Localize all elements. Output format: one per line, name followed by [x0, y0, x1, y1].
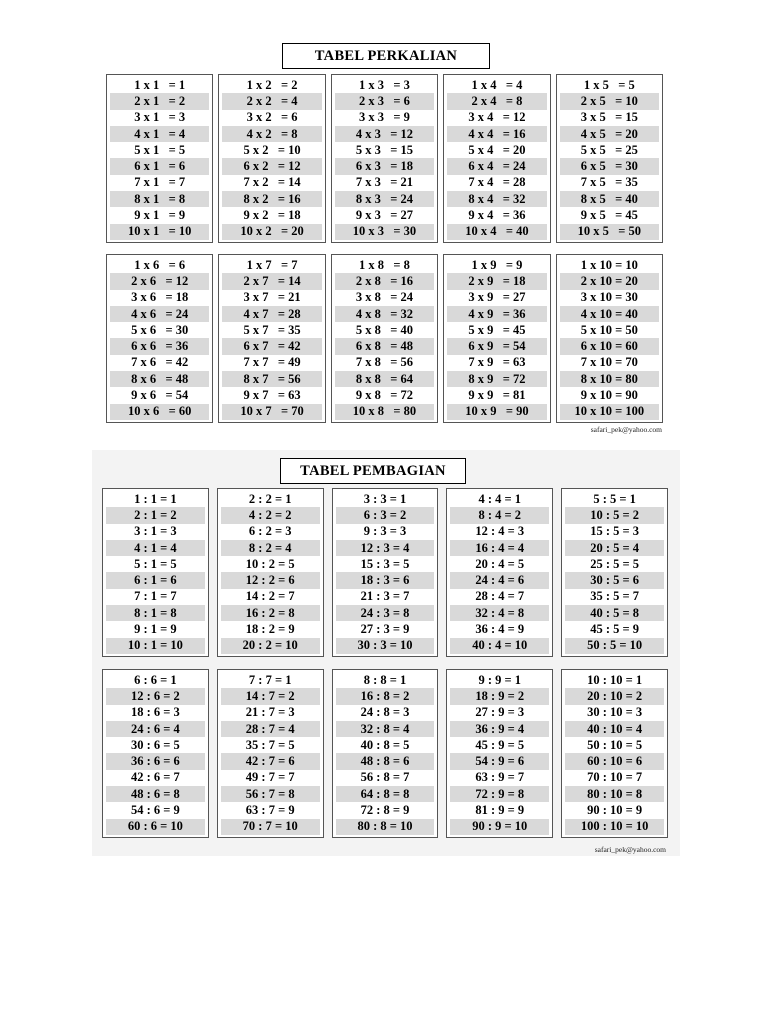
table-row: 36 : 6 = 6: [106, 753, 205, 769]
table-row: 81 : 9 = 9: [475, 802, 525, 817]
table-row: 6 x 1 = 6: [110, 158, 209, 174]
table-row: 14 : 2 = 7: [245, 589, 295, 604]
table-row: 6 x 10 = 60: [560, 338, 659, 354]
table-row: 50 : 5 = 10: [565, 638, 664, 654]
table-row: 9 x 4 = 36: [468, 208, 526, 223]
table-row: 28 : 7 = 4: [221, 721, 320, 737]
table-row: 28 : 4 = 7: [475, 589, 525, 604]
table-row: 8 : 1 = 8: [106, 605, 205, 621]
table-row: 25 : 5 = 5: [590, 556, 639, 571]
table-row: 30 : 5 = 6: [565, 572, 664, 588]
table-row: 72 : 8 = 9: [360, 802, 410, 817]
table-row: 5 x 6 = 30: [131, 322, 189, 337]
table-row: 35 : 5 = 7: [590, 589, 639, 604]
table-row: 3 x 1 = 3: [134, 110, 186, 125]
table-row: 32 : 4 = 8: [450, 605, 549, 621]
table-row: 42 : 6 = 7: [131, 770, 180, 785]
table-row: 7 x 8 = 56: [355, 355, 414, 370]
table-row: 3 x 2 = 6: [246, 110, 298, 125]
table-row: 24 : 8 = 3: [360, 705, 410, 720]
table-row: 4 x 5 = 20: [560, 126, 659, 142]
table-row: 1 x 1 = 1: [134, 77, 186, 92]
table-row: 5 x 4 = 20: [468, 142, 526, 157]
table-row: 5 x 9 = 45: [468, 322, 526, 337]
table-row: 10 x 5 = 50: [560, 224, 659, 240]
division-table-title: TABEL PEMBAGIAN: [280, 458, 466, 484]
table-row: 63 : 7 = 9: [245, 802, 295, 817]
table-block: [446, 669, 553, 838]
table-row: 18 : 9 = 2: [450, 688, 549, 704]
table-block: [561, 669, 668, 838]
author-email: safari_pek@yahoo.com: [590, 425, 662, 434]
table-block: [106, 254, 213, 423]
table-row: 14 : 7 = 2: [221, 688, 320, 704]
table-row: 7 : 7 = 1: [248, 672, 292, 687]
table-row: 63 : 9 = 7: [475, 770, 525, 785]
table-row: 8 x 9 = 72: [447, 371, 546, 387]
multiplication-table-section: [100, 40, 672, 436]
table-row: 64 : 8 = 8: [336, 786, 435, 802]
table-row: 4 x 9 = 36: [447, 306, 546, 322]
table-row: 9 x 7 = 63: [243, 387, 301, 402]
table-row: 80 : 8 = 10: [336, 819, 435, 835]
table-row: 70 : 10 = 7: [587, 770, 643, 785]
table-row: 30 : 3 = 10: [336, 638, 435, 654]
table-row: 5 : 5 = 1: [593, 491, 636, 506]
table-block: [561, 488, 668, 657]
table-block: [331, 254, 438, 423]
table-row: 1 x 9 = 9: [471, 257, 523, 272]
table-row: 49 : 7 = 7: [245, 770, 295, 785]
table-row: 4 x 6 = 24: [110, 306, 209, 322]
table-row: 40 : 8 = 5: [360, 737, 410, 752]
table-row: 4 : 2 = 2: [221, 507, 320, 523]
table-row: 6 : 1 = 6: [106, 572, 205, 588]
table-row: 9 x 8 = 72: [355, 387, 414, 402]
table-row: 3 : 3 = 1: [363, 491, 407, 506]
table-row: 9 : 9 = 1: [478, 672, 522, 687]
table-row: 8 x 5 = 40: [560, 191, 659, 207]
table-row: 54 : 6 = 9: [131, 802, 180, 817]
table-row: 16 : 4 = 4: [450, 540, 549, 556]
table-row: 9 x 2 = 18: [243, 208, 301, 223]
table-row: 6 x 8 = 48: [335, 338, 434, 354]
table-row: 8 : 8 = 1: [363, 672, 407, 687]
table-row: 10 x 8 = 80: [335, 404, 434, 420]
table-row: 10 : 5 = 2: [565, 507, 664, 523]
table-row: 2 x 4 = 8: [447, 93, 546, 109]
division-table-section: [92, 450, 680, 856]
table-row: 1 x 8 = 8: [359, 257, 410, 272]
table-row: 3 x 9 = 27: [468, 290, 526, 305]
table-row: 2 x 10 = 20: [560, 273, 659, 289]
table-row: 1 x 4 = 4: [471, 77, 523, 92]
table-block: [443, 74, 550, 243]
table-row: 4 x 2 = 8: [222, 126, 321, 142]
table-row: 8 : 4 = 2: [450, 507, 549, 523]
table-row: 60 : 10 = 6: [565, 753, 664, 769]
table-row: 45 : 9 = 5: [475, 737, 525, 752]
table-row: 1 x 7 = 7: [246, 257, 298, 272]
table-row: 70 : 7 = 10: [221, 819, 320, 835]
table-row: 7 x 6 = 42: [131, 355, 189, 370]
table-row: 18 : 6 = 3: [131, 705, 180, 720]
table-row: 8 x 2 = 16: [222, 191, 321, 207]
table-block: [218, 74, 325, 243]
table-row: 7 x 10 = 70: [580, 355, 638, 370]
table-row: 42 : 7 = 6: [221, 753, 320, 769]
table-block: [106, 74, 213, 243]
table-row: 18 : 2 = 9: [245, 622, 295, 637]
table-block: [556, 254, 663, 423]
table-block: [331, 74, 438, 243]
table-row: 6 x 9 = 54: [447, 338, 546, 354]
table-block: [446, 488, 553, 657]
table-row: 6 x 7 = 42: [222, 338, 321, 354]
table-row: 6 : 3 = 2: [336, 507, 435, 523]
table-row: 6 x 5 = 30: [560, 158, 659, 174]
table-row: 60 : 6 = 10: [106, 819, 205, 835]
table-row: 16 : 8 = 2: [336, 688, 435, 704]
table-row: 90 : 10 = 9: [587, 802, 643, 817]
table-row: 5 x 3 = 15: [355, 142, 414, 157]
table-row: 48 : 8 = 6: [336, 753, 435, 769]
table-row: 36 : 4 = 9: [475, 622, 525, 637]
table-row: 1 x 5 = 5: [583, 77, 635, 92]
table-row: 48 : 6 = 8: [106, 786, 205, 802]
table-row: 10 x 9 = 90: [447, 404, 546, 420]
table-row: 5 x 1 = 5: [134, 142, 186, 157]
table-row: 5 x 7 = 35: [243, 322, 301, 337]
table-row: 5 : 1 = 5: [134, 556, 177, 571]
table-row: 4 x 7 = 28: [222, 306, 321, 322]
table-row: 56 : 7 = 8: [221, 786, 320, 802]
table-row: 9 x 6 = 54: [131, 387, 189, 402]
table-row: 3 x 4 = 12: [468, 110, 526, 125]
table-row: 10 x 4 = 40: [447, 224, 546, 240]
table-row: 8 x 7 = 56: [222, 371, 321, 387]
table-block: [217, 669, 324, 838]
table-row: 8 x 3 = 24: [335, 191, 434, 207]
table-row: 4 x 10 = 40: [560, 306, 659, 322]
table-row: 2 x 8 = 16: [335, 273, 434, 289]
table-row: 12 : 6 = 2: [106, 688, 205, 704]
table-row: 9 : 1 = 9: [134, 622, 177, 637]
table-row: 21 : 7 = 3: [245, 705, 295, 720]
table-row: 3 x 5 = 15: [580, 110, 638, 125]
table-row: 40 : 4 = 10: [450, 638, 549, 654]
table-row: 27 : 9 = 3: [475, 705, 525, 720]
table-row: 12 : 3 = 4: [336, 540, 435, 556]
table-row: 90 : 9 = 10: [450, 819, 549, 835]
table-row: 21 : 3 = 7: [360, 589, 410, 604]
multiplication-table-title: TABEL PERKALIAN: [282, 43, 490, 69]
table-row: 9 : 3 = 3: [363, 524, 407, 539]
table-row: 36 : 9 = 4: [450, 721, 549, 737]
table-row: 32 : 8 = 4: [336, 721, 435, 737]
table-row: 2 x 3 = 6: [335, 93, 434, 109]
table-row: 8 x 6 = 48: [110, 371, 209, 387]
table-row: 2 x 1 = 2: [110, 93, 209, 109]
table-row: 12 : 4 = 3: [475, 524, 525, 539]
table-row: 8 x 8 = 64: [335, 371, 434, 387]
table-row: 7 : 1 = 7: [134, 589, 177, 604]
table-row: 2 x 7 = 14: [222, 273, 321, 289]
table-row: 80 : 10 = 8: [565, 786, 664, 802]
table-row: 40 : 5 = 8: [565, 605, 664, 621]
division-table-grid: [102, 488, 668, 838]
table-row: 1 x 10 = 10: [580, 257, 638, 272]
table-row: 24 : 6 = 4: [106, 721, 205, 737]
table-row: 7 x 9 = 63: [468, 355, 526, 370]
table-row: 45 : 5 = 9: [590, 622, 639, 637]
table-row: 6 : 6 = 1: [134, 672, 177, 687]
table-row: 20 : 5 = 4: [565, 540, 664, 556]
table-row: 8 x 1 = 8: [110, 191, 209, 207]
table-row: 10 : 2 = 5: [245, 556, 295, 571]
table-row: 3 x 3 = 9: [359, 110, 410, 125]
table-row: 4 x 1 = 4: [110, 126, 209, 142]
table-row: 27 : 3 = 9: [360, 622, 410, 637]
table-row: 2 : 1 = 2: [106, 507, 205, 523]
table-row: 30 : 6 = 5: [131, 737, 180, 752]
table-block: [556, 74, 663, 243]
table-row: 2 x 9 = 18: [447, 273, 546, 289]
table-row: 10 : 1 = 10: [106, 638, 205, 654]
table-row: 6 x 3 = 18: [335, 158, 434, 174]
table-row: 18 : 3 = 6: [336, 572, 435, 588]
table-row: 7 x 4 = 28: [468, 175, 526, 190]
table-row: 6 x 4 = 24: [447, 158, 546, 174]
table-row: 10 x 2 = 20: [222, 224, 321, 240]
table-row: 4 : 1 = 4: [106, 540, 205, 556]
table-row: 8 x 4 = 32: [447, 191, 546, 207]
table-row: 9 x 1 = 9: [134, 208, 186, 223]
table-row: 20 : 10 = 2: [565, 688, 664, 704]
table-row: 15 : 5 = 3: [590, 524, 639, 539]
table-row: 6 : 2 = 3: [248, 524, 292, 539]
table-row: 3 : 1 = 3: [134, 524, 177, 539]
table-row: 10 x 1 = 10: [110, 224, 209, 240]
table-row: 4 x 4 = 16: [447, 126, 546, 142]
table-row: 2 x 5 = 10: [560, 93, 659, 109]
table-row: 54 : 9 = 6: [450, 753, 549, 769]
table-block: [332, 488, 439, 657]
table-row: 3 x 7 = 21: [243, 290, 301, 305]
table-row: 9 x 9 = 81: [468, 387, 526, 402]
table-row: 5 x 5 = 25: [580, 142, 638, 157]
table-block: [332, 669, 439, 838]
table-row: 15 : 3 = 5: [360, 556, 410, 571]
table-row: 1 : 1 = 1: [134, 491, 177, 506]
table-row: 1 x 2 = 2: [246, 77, 298, 92]
table-block: [217, 488, 324, 657]
table-row: 35 : 7 = 5: [245, 737, 295, 752]
table-row: 9 x 5 = 45: [580, 208, 638, 223]
table-row: 10 x 6 = 60: [110, 404, 209, 420]
table-row: 6 x 6 = 36: [110, 338, 209, 354]
table-block: [443, 254, 550, 423]
table-row: 2 x 6 = 12: [110, 273, 209, 289]
table-row: 10 x 3 = 30: [335, 224, 434, 240]
table-row: 9 x 10 = 90: [580, 387, 638, 402]
table-row: 5 x 2 = 10: [243, 142, 301, 157]
table-row: 16 : 2 = 8: [221, 605, 320, 621]
table-row: 4 : 4 = 1: [478, 491, 522, 506]
table-row: 50 : 10 = 5: [587, 737, 643, 752]
table-row: 24 : 4 = 6: [450, 572, 549, 588]
table-row: 10 : 10 = 1: [587, 672, 643, 687]
table-row: 10 x 10 = 100: [560, 404, 659, 420]
table-row: 56 : 8 = 7: [360, 770, 410, 785]
table-row: 7 x 1 = 7: [134, 175, 186, 190]
table-block: [102, 488, 209, 657]
table-row: 40 : 10 = 4: [565, 721, 664, 737]
table-row: 1 x 6 = 6: [134, 257, 186, 272]
table-row: 20 : 4 = 5: [475, 556, 525, 571]
table-row: 4 x 3 = 12: [335, 126, 434, 142]
table-row: 3 x 8 = 24: [355, 290, 414, 305]
table-block: [102, 669, 209, 838]
table-row: 4 x 8 = 32: [335, 306, 434, 322]
table-row: 5 x 10 = 50: [580, 322, 638, 337]
author-email: safari_pek@yahoo.com: [594, 845, 666, 854]
table-row: 3 x 6 = 18: [131, 290, 189, 305]
table-row: 8 x 10 = 80: [560, 371, 659, 387]
table-row: 7 x 3 = 21: [355, 175, 414, 190]
table-row: 30 : 10 = 3: [587, 705, 643, 720]
table-row: 1 x 3 = 3: [359, 77, 410, 92]
table-row: 24 : 3 = 8: [336, 605, 435, 621]
table-row: 2 x 2 = 4: [222, 93, 321, 109]
multiplication-table-grid: [106, 74, 663, 423]
table-row: 3 x 10 = 30: [580, 290, 638, 305]
table-row: 6 x 2 = 12: [222, 158, 321, 174]
table-row: 2 : 2 = 1: [248, 491, 292, 506]
table-row: 10 x 7 = 70: [222, 404, 321, 420]
table-row: 72 : 9 = 8: [450, 786, 549, 802]
table-row: 12 : 2 = 6: [221, 572, 320, 588]
table-block: [218, 254, 325, 423]
table-row: 9 x 3 = 27: [355, 208, 414, 223]
table-row: 8 : 2 = 4: [221, 540, 320, 556]
table-row: 7 x 2 = 14: [243, 175, 301, 190]
table-row: 7 x 7 = 49: [243, 355, 301, 370]
table-row: 5 x 8 = 40: [355, 322, 414, 337]
table-row: 20 : 2 = 10: [221, 638, 320, 654]
table-row: 7 x 5 = 35: [580, 175, 638, 190]
table-row: 100 : 10 = 10: [565, 819, 664, 835]
